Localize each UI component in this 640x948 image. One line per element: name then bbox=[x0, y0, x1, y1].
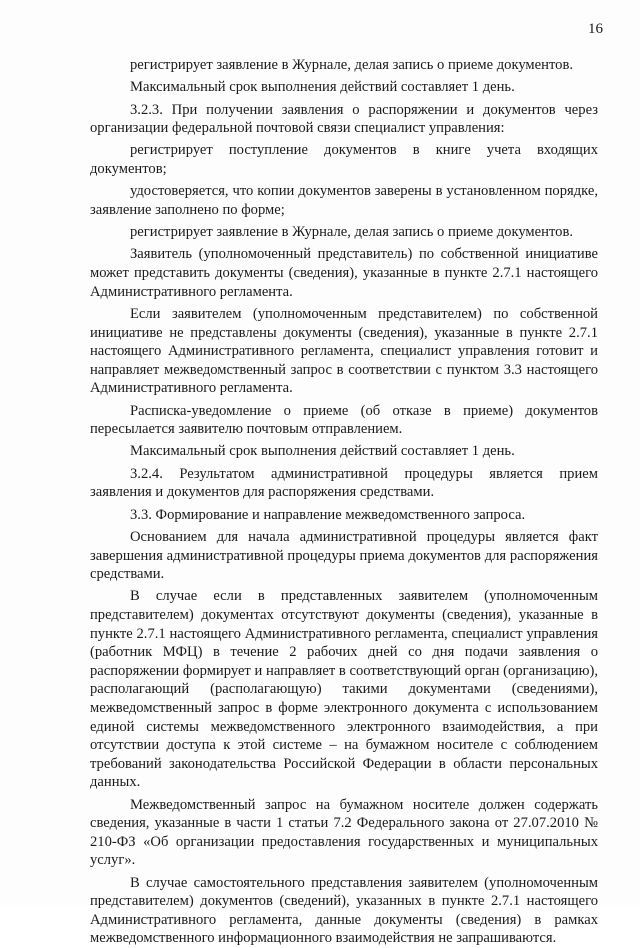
page-number: 16 bbox=[588, 21, 603, 37]
paragraph: Максимальный срок выполнения действий составляет 1 день. bbox=[130, 443, 515, 460]
paragraph: Заявитель (уполномоченный представитель) по собственной инициативе может представить документы (сведения), указанные в пункте 2.7.1 настоящего Административного регламента. bbox=[90, 246, 598, 300]
paragraph: Если заявителем (уполномоченным представителем) по собственной инициативе не представлены документы (сведения), указанные в пункте 2.7.1 настоящего Административного регламента, специалист управления готовит и направляет межведомственный запрос в соответствии с пунктом 3.3 настоящего Административного регламента. bbox=[90, 305, 598, 397]
paragraph: Основанием для начала административной процедуры является факт завершения административной процедуры приема документов для распоряжения средствами. bbox=[90, 528, 598, 583]
paragraph: 3.2.3. При получении заявления о распоряжении и документов через организации федеральной почтовой связи специалист управления: bbox=[90, 101, 598, 137]
paragraph: Максимальный срок выполнения действий составляет 1 день. bbox=[130, 79, 515, 96]
section-heading: 3.3. Формирование и направление межведомственного запроса. bbox=[130, 506, 526, 523]
paragraph: В случае если в представленных заявителем (уполномоченным представителем) документах отсутствуют документы (сведения), указанные в пункте 2.7.1 настоящего Административного регламента, специалист управления (работник МФЦ) в течение 2 рабочих дней со дня подачи заявления о распоряжении формирует и направляет в соответствующий орган (организацию), располагающий (располагающую) такими документами (сведениями), межведомственный запрос в форме электронного документа с использованием единой системы межведомственного электронного взаимодействия, а при отсутствии доступа к этой системе – на бумажном носителе с соблюдением требований законодательства Российской Федерации в области персональных данных. bbox=[90, 588, 598, 791]
paragraph: удостоверяется, что копии документов заверены в установленном порядке, заявление заполнено по форме; bbox=[90, 183, 598, 218]
paragraph: регистрирует заявление в Журнале, делая запись о приеме документов. bbox=[130, 57, 573, 73]
paragraph: Расписка-уведомление о приеме (об отказе в приеме) документов пересылается заявителю почтовым отправлением. bbox=[90, 402, 598, 438]
paragraph: 3.2.4. Результатом административной процедуры является прием заявления и документов для распоряжения средствами. bbox=[90, 465, 598, 501]
paragraph: Межведомственный запрос на бумажном носителе должен содержать сведения, указанные в части 1 статьи 7.2 Федерального закона от 27.07.2010 № 210-ФЗ «Об организации предоставления государственных и муниципальных услуг». bbox=[90, 796, 598, 869]
paragraph: регистрирует поступление документов в книге учета входящих документов; bbox=[90, 142, 598, 178]
paragraph: регистрирует заявление в Журнале, делая запись о приеме документов. bbox=[130, 224, 573, 241]
document-body bbox=[90, 56, 598, 948]
paragraph: В случае самостоятельного представления заявителем (уполномоченным представителем) документов (сведений), указанных в пункте 2.7.1 настоящего Административного регламента, данные документы (сведения) в рамках межведомственного информационного взаимодействия не запрашиваются. bbox=[90, 874, 598, 947]
